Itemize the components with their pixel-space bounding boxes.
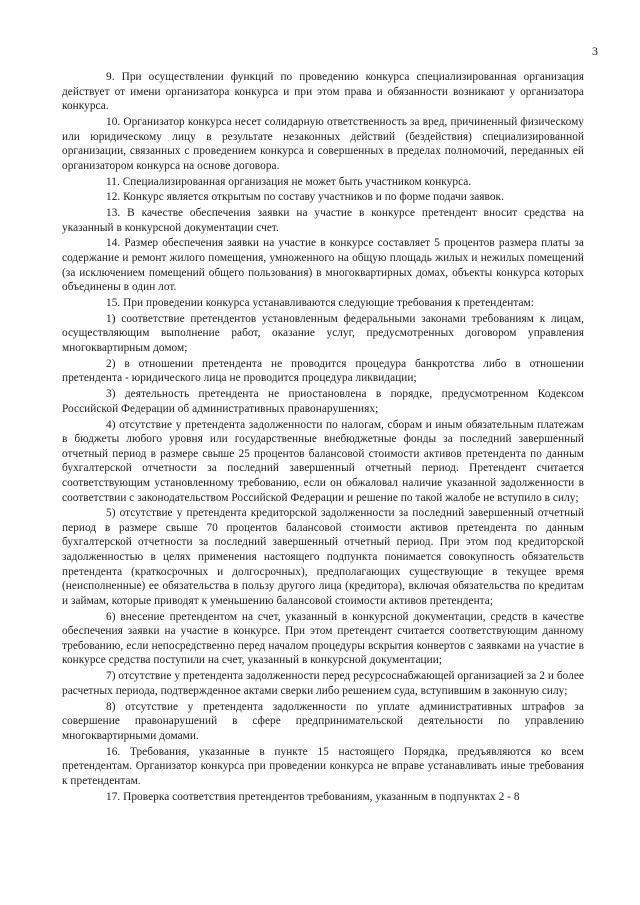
- document-body: [62, 70, 584, 804]
- paragraph: 13. В качестве обеспечения заявки на участие в конкурсе претендент вносит средства на указанный в конкурсной документации счет.: [62, 207, 584, 234]
- paragraph: 15. При проведении конкурса устанавливаются следующие требования к претендентам:: [106, 297, 534, 310]
- paragraph: 9. При осуществлении функций по проведению конкурса специализированная организация действует от имени организатора конкурса и при этом права и обязанности возникают у организатора конкурса.: [62, 71, 584, 113]
- paragraph: 3) деятельность претендента не приостановлена в порядке, предусмотренном Кодексом Российской Федерации об административных правонарушениях;: [62, 388, 584, 415]
- paragraph: 17. Проверка соответствия претендентов требованиям, указанным в подпунктах 2 - 8: [106, 790, 520, 803]
- paragraph: 6) внесение претендентом на счет, указанный в конкурсной документации, средств в качестве обеспечения заявки на участие в конкурсе. При этом претендент считается соответствующим данному требованию, если непосредственно перед началом процедуры вскрытия конвертов с заявками на участие в конкурсе средства поступили на счет, указанный в конкурсной документации;: [62, 610, 584, 667]
- paragraph: 1) соответствие претендентов установленным федеральными законами требованиям к лицам, осуществляющим выполнение работ, оказание услуг, предусмотренных договором управления многоквартирным домом;: [62, 312, 584, 354]
- paragraph: 2) в отношении претендента не проводится процедура банкротства либо в отношении претендента - юридического лица не проводится процедура ликвидации;: [62, 357, 584, 385]
- paragraph: 8) отсутствие у претендента задолженности по уплате административных штрафов за совершение правонарушений в сфере предпринимательской деятельности по управлению многоквартирными домами.: [62, 700, 584, 742]
- paragraph: 11. Специализированная организация не может быть участником конкурса.: [106, 175, 472, 188]
- page-number: 3: [592, 44, 598, 58]
- paragraph: 12. Конкурс является открытым по составу участников и по форме подачи заявок.: [106, 191, 504, 204]
- paragraph: 10. Организатор конкурса несет солидарную ответственность за вред, причиненный физическому или юридическому лицу в результате незаконных действий (бездействия) специализированной организации, связанных с проведением конкурса и совершенных в пределах полномочий, переданных ей организатором конкурса на основе договора.: [62, 115, 584, 172]
- paragraph: 16. Требования, указанные в пункте 15 настоящего Порядка, предъявляются ко всем претендентам. Организатор конкурса при проведении конкурса не вправе устанавливать иные требования к претендентам.: [62, 745, 584, 787]
- paragraph: 4) отсутствие у претендента задолженности по налогам, сборам и иным обязательным платежам в бюджеты любого уровня или государственные внебюджетные фонды за последний завершенный отчетный период в размере свыше 25 процентов балансовой стоимости активов претендента по данным бухгалтерской отчетности за последний завершенный отчетный период. Претендент считается соответствующим установленному требованию, если он обжаловал наличие указанной задолженности в соответствии с законодательством Российской Федерации и решение по такой жалобе не вступило в силу;: [62, 418, 584, 504]
- paragraph: 14. Размер обеспечения заявки на участие в конкурсе составляет 5 процентов размера платы за содержание и ремонт жилого помещения, умноженного на общую площадь жилых и нежилых помещений (за исключением помещений общего пользования) в многоквартирных домах, объекты конкурса которых объединены в один лот.: [62, 237, 584, 294]
- paragraph: 7) отсутствие у претендента задолженности перед ресурсоснабжающей организацией за 2 и более расчетных периода, подтвержденное актами сверки либо решением суда, вступившим в законную силу;: [62, 670, 584, 697]
- paragraph: 5) отсутствие у претендента кредиторской задолженности за последний завершенный отчетный период в размере свыше 70 процентов балансовой стоимости активов претендента по данным бухгалтерской отчетности за последний завершенный отчетный период. При этом под кредиторской задолженностью в целях применения настоящего подпункта понимается совокупность обязательств претендента (краткосрочных и долгосрочных), предполагающих существующие в текущее время (неисполненные) ее обязательства в пользу другого лица (кредитора), включая обязательства по кредитам и займам, которые приводят к уменьшению балансовой стоимости активов претендента;: [62, 507, 584, 607]
